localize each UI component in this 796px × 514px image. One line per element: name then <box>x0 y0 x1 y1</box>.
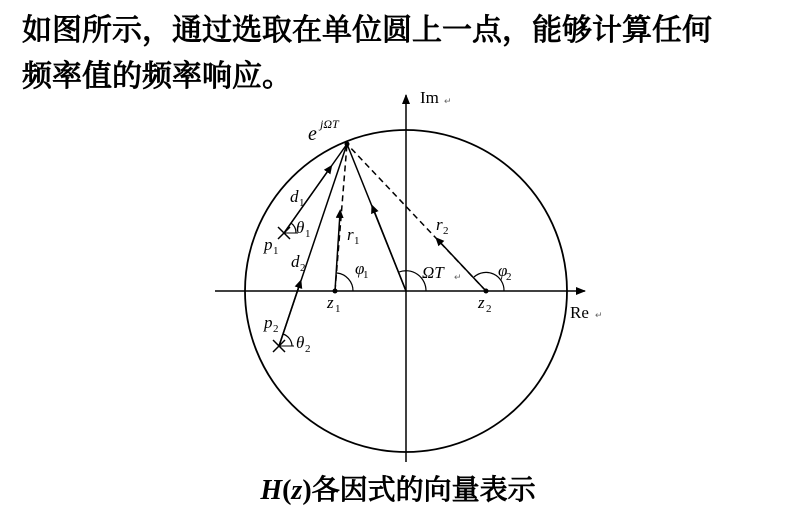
p1-label: p <box>264 235 273 254</box>
d1-sub: 1 <box>299 197 305 209</box>
r2-sub: 2 <box>443 225 449 237</box>
z1-sub: 1 <box>335 303 341 315</box>
z1-label: z <box>327 293 334 312</box>
caption-z: z <box>291 475 303 506</box>
theta1-label: θ <box>296 218 305 237</box>
r2-label: r <box>436 215 443 234</box>
z2-sub: 2 <box>486 303 492 315</box>
caption-text: 各因式的向量表示 <box>311 473 536 506</box>
phi2-label: φ <box>498 261 508 280</box>
figure-caption <box>0 468 796 508</box>
theta2-sub: 2 <box>305 343 311 355</box>
point-label: e <box>308 123 317 145</box>
p2-label: p <box>264 313 273 332</box>
r1-label: r <box>347 225 354 244</box>
p1-sub: 1 <box>273 245 279 257</box>
arrow-r1 <box>335 213 340 291</box>
imaginary-axis-mark: ↵ <box>444 96 452 106</box>
r1-sub: 1 <box>354 235 360 247</box>
point-label-exponent: jΩT <box>320 117 339 131</box>
real-axis-label: Re <box>570 303 589 322</box>
intro-line-2: 频率值的频率响应。 <box>22 59 292 94</box>
arrow-omega-t <box>373 208 406 291</box>
omega-t-label: ΩT <box>422 263 444 282</box>
theta1-sub: 1 <box>305 228 311 240</box>
d2-sub: 2 <box>300 262 306 274</box>
point-on-circle <box>345 142 350 147</box>
p2-sub: 2 <box>273 323 279 335</box>
arc-phi1 <box>337 273 353 291</box>
omega-t-mark: ↵ <box>454 272 462 282</box>
phi1-label: φ <box>355 259 365 278</box>
arrow-r2 <box>438 240 486 291</box>
caption-paren-close: ) <box>302 475 312 506</box>
caption-h: H <box>260 475 283 506</box>
d2-label: d <box>291 252 300 271</box>
z2-label: z <box>478 293 485 312</box>
d1-label: d <box>290 187 299 206</box>
phi2-sub: 2 <box>506 271 512 283</box>
theta2-label: θ <box>296 333 305 352</box>
imaginary-axis-label: Im <box>420 88 439 107</box>
phi1-sub: 1 <box>363 269 369 281</box>
real-axis-mark: ↵ <box>595 310 603 320</box>
caption-paren-open: ( <box>282 475 292 506</box>
intro-line-1: 如图所示，通过选取在单位圆上一点，能够计算任何 <box>22 13 712 48</box>
